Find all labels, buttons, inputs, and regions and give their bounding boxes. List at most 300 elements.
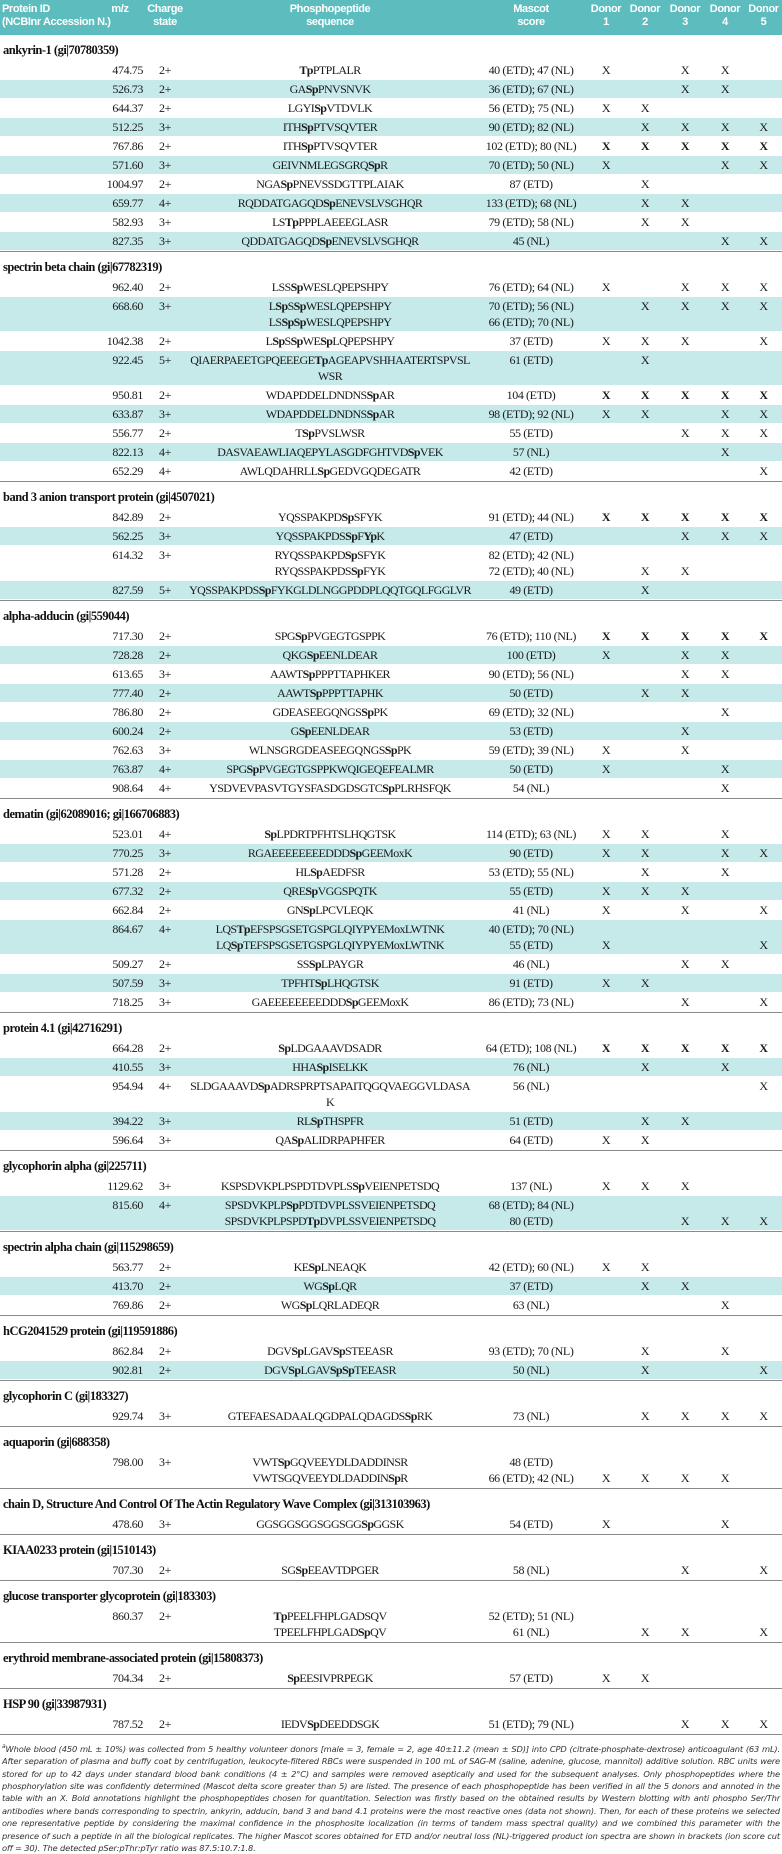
table-row [0, 993, 782, 1012]
mz-value: 526.73 [112, 82, 143, 96]
protein-name: aquaporin (gi|688358) [3, 1435, 110, 1449]
mz-value: 1042.38 [106, 334, 143, 348]
sequence-part: ITH [282, 139, 302, 153]
donor-2-mark: X [640, 101, 650, 115]
donor-2-mark [625, 62, 665, 78]
phospho-site: Sp [294, 629, 308, 643]
donor-2-mark: X [640, 564, 650, 578]
spacer [0, 780, 95, 796]
mz-value: 633.87 [112, 407, 143, 421]
donor-4-mark: X [720, 865, 730, 879]
donor-5-mark [745, 100, 782, 116]
donor-4-mark [705, 937, 745, 953]
peptide-sequence [185, 233, 475, 249]
donor-3-mark: X [680, 1041, 690, 1055]
mz-value: 815.60 [112, 1198, 143, 1212]
table-row [0, 462, 782, 481]
donor-1-mark [587, 1454, 625, 1470]
sequence-part: PNVSNVK [317, 82, 371, 96]
spacer [0, 1059, 95, 1075]
donor-2-mark: X [640, 884, 650, 898]
charge-state: 2+ [159, 388, 171, 402]
sequence-part: GTEFAESADAALQGDPALQDAGDS [227, 1409, 405, 1423]
mascot-score: 69 (ETD); 32 (NL) [488, 705, 574, 719]
donor-1-mark [587, 1278, 625, 1294]
sequence-part: SPG [226, 762, 247, 776]
protein-group [0, 252, 782, 482]
donor-5-mark: X [759, 464, 768, 478]
protein-name: alpha-adducin (gi|559044) [3, 609, 130, 623]
charge-state: 2+ [159, 903, 171, 917]
mz-value: 413.70 [112, 1279, 143, 1293]
mascot-score: 86 (ETD); 73 (NL) [488, 995, 574, 1009]
sequence-part: GGSGGSGGSGGSGG [256, 1517, 362, 1531]
donor-4-mark [705, 685, 745, 701]
phospho-site: Sp [329, 1363, 342, 1377]
mascot-score: 70 (ETD); 50 (NL) [488, 158, 574, 172]
donor-2-mark [625, 1078, 665, 1110]
sequence-part: VEIENPETSDQ [364, 1179, 440, 1193]
mz-value: 1129.62 [107, 1179, 143, 1193]
spacer [0, 1278, 95, 1294]
sequence-part: TEFSPSGSETGSPGLQIYPYEMoxLWTNK [242, 938, 444, 952]
table-row [0, 1561, 782, 1580]
donor-2-mark: X [640, 583, 650, 597]
donor-1-mark: X [601, 1517, 611, 1531]
table-row [0, 779, 782, 798]
phospho-site: Sp [277, 1455, 290, 1469]
charge-state: 2+ [159, 1563, 171, 1577]
donor-5-mark [745, 563, 782, 579]
donor-5-mark [745, 1516, 782, 1532]
peptide-line [0, 333, 782, 349]
donor-3-mark [665, 100, 705, 116]
mascot-score: 73 (NL) [512, 1409, 550, 1423]
charge-state: 2+ [159, 280, 171, 294]
phospho-site: Sp [293, 315, 306, 329]
sequence-part: THSPFR [322, 1114, 364, 1128]
sequence-part: SLDGAAAVD [190, 1079, 258, 1093]
table-row [0, 920, 782, 955]
peptide-line [0, 547, 782, 563]
phospho-site: Sp [280, 177, 293, 191]
charge-state: 2+ [159, 1298, 171, 1312]
sequence-part: WESLQPEPSHPY [305, 299, 392, 313]
peptide-sequence [185, 1408, 475, 1424]
sequence-part: SG [281, 1563, 296, 1577]
donor-4-mark [705, 1278, 745, 1294]
peptide-sequence [185, 509, 475, 525]
donor-2-mark [625, 956, 665, 972]
charge-state: 3+ [159, 158, 171, 172]
sequence-part: QDDATGAGQD [241, 234, 320, 248]
donor-2-mark: X [640, 177, 650, 191]
phospho-site: Yp [363, 529, 377, 543]
donor-5-mark: X [759, 629, 768, 643]
donor-4-mark: X [720, 139, 730, 153]
donor-4-mark: X [720, 407, 730, 421]
donor-5-mark [745, 1454, 782, 1470]
charge-state: 3+ [159, 667, 171, 681]
mascot-score: 40 (ETD); 47 (NL) [488, 63, 574, 77]
phospho-site: Sp [301, 139, 314, 153]
donor-5-mark [745, 1608, 782, 1624]
sequence-part: DEEDDSGK [319, 1717, 380, 1731]
peptide-line [0, 1562, 782, 1578]
mz-value: 763.87 [112, 762, 143, 776]
donor-4-mark: X [720, 1517, 730, 1531]
phospho-site: Sp [288, 1363, 301, 1377]
peptide-line [0, 463, 782, 479]
spacer [0, 444, 95, 460]
charge-state: 4+ [159, 781, 171, 795]
spacer [0, 233, 95, 249]
donor-label: Donor [748, 3, 779, 15]
donor-5-mark: X [759, 529, 768, 543]
spacer [0, 425, 95, 441]
sequence-part: LHQGTSK [327, 976, 379, 990]
donor-2-mark: X [640, 1471, 650, 1485]
peptide-sequence [185, 1040, 475, 1056]
phospho-site: Sp [322, 1279, 335, 1293]
donor-5-mark: X [759, 1625, 768, 1639]
sequence-part: ALIDRPAPHFER [303, 1133, 385, 1147]
donor-3-mark: X [680, 995, 690, 1009]
charge-state: 2+ [159, 1609, 171, 1623]
sequence-part: GAEEEEEEEEDDD [251, 995, 346, 1009]
sequence-part: KSPSDVKPLPSPDTDVPLS [220, 1179, 353, 1193]
peptide-line [0, 1516, 782, 1532]
phospho-site: Sp [352, 1179, 365, 1193]
donor-3-mark: X [680, 957, 690, 971]
spacer [0, 994, 95, 1010]
peptide-sequence [185, 1670, 475, 1686]
peptide-sequence [185, 1113, 475, 1129]
protein-group [0, 1427, 782, 1489]
donor-2-mark: X [640, 629, 650, 643]
donor-4-mark [705, 742, 745, 758]
table-row [0, 156, 782, 175]
donor-1-mark: X [601, 334, 611, 348]
table-row [0, 646, 782, 665]
peptide-sequence [185, 81, 475, 97]
donor-2-mark [625, 902, 665, 918]
table-row [0, 722, 782, 741]
donor-3-mark: X [680, 334, 690, 348]
sequence-part: DGV [264, 1363, 289, 1377]
sequence-part: STEEASR [345, 1344, 393, 1358]
donor-3-mark [665, 582, 705, 598]
spacer [0, 528, 95, 544]
mz-value: 777.40 [112, 686, 143, 700]
mascot-score: 57 (NL) [512, 445, 550, 459]
sequence-part: RK [416, 1409, 433, 1423]
donor-5-mark [745, 647, 782, 663]
table-row [0, 974, 782, 993]
peptide-sequence [185, 1562, 475, 1578]
sequence-part: DGV [267, 1344, 292, 1358]
sequence-part: TEEASR [354, 1363, 396, 1377]
table-row [0, 194, 782, 213]
sequence-part: PLRHSFQK [394, 781, 451, 795]
donor-4-mark: X [720, 510, 730, 524]
donor-3-mark: X [680, 724, 690, 738]
sequence-part: S [284, 334, 291, 348]
sequence-part: GN [286, 903, 304, 917]
sequence-part: YQSSPAKPD [278, 510, 342, 524]
table-row [0, 1112, 782, 1131]
donor-3-mark [665, 704, 705, 720]
mz-value: 614.32 [112, 548, 143, 562]
donor-4-mark [705, 1178, 745, 1194]
spacer [0, 1516, 95, 1532]
donor-3-mark [665, 921, 705, 937]
mz-value [95, 1624, 145, 1640]
table-row [0, 901, 782, 920]
table-row [0, 232, 782, 251]
mascot-score: 52 (ETD); 51 (NL) [488, 1609, 574, 1623]
protein-name: glucose transporter glycoprotein (gi|183303) [3, 1589, 216, 1603]
table-body [0, 35, 782, 1735]
sequence-part: LGAV [303, 1344, 333, 1358]
donor-4-mark: X [720, 63, 730, 77]
donor-number: 5 [760, 16, 767, 28]
donor-1-mark: X [601, 158, 611, 172]
donor-2-mark: X [640, 1114, 650, 1128]
donor-4-mark: X [720, 957, 730, 971]
donor-5-mark: X [759, 1717, 768, 1731]
donor-2-mark [625, 937, 665, 953]
charge-state: 3+ [159, 1133, 171, 1147]
spacer [0, 742, 95, 758]
mascot-score: 54 (NL) [512, 781, 550, 795]
donor-3-mark [665, 547, 705, 563]
donor-3-mark: X [680, 648, 690, 662]
mz-value [95, 314, 145, 330]
spacer [0, 937, 95, 953]
charge-state: 3+ [159, 1060, 171, 1074]
donor-3-mark [665, 1059, 705, 1075]
donor-label: Donor [669, 3, 701, 15]
sequence-part: L [268, 299, 276, 313]
donor-label: Donor [709, 3, 741, 15]
mascot-score: 93 (ETD); 70 (NL) [488, 1344, 574, 1358]
spacer [0, 1562, 95, 1578]
peptide-sequence [185, 780, 475, 796]
donor-5-mark [745, 826, 782, 842]
donor-4-mark [705, 1454, 745, 1470]
sequence-part: LQPEPSHPY [332, 334, 395, 348]
protein-group [0, 1151, 782, 1232]
donor-5-mark: X [759, 938, 768, 952]
donor-2-mark: X [640, 353, 650, 367]
peptide-line [0, 1059, 782, 1075]
peptide-sequence [185, 1516, 475, 1532]
peptide-sequence [185, 62, 475, 78]
donor-3-mark [665, 864, 705, 880]
charge-state: 2+ [159, 1363, 171, 1377]
spacer [0, 138, 95, 154]
charge-state: 2+ [159, 648, 171, 662]
donor-4-mark: X [720, 1214, 730, 1228]
donor-4-mark: X [720, 648, 730, 662]
protein-name: erythroid membrane-associated protein (gi|15808373) [3, 1651, 263, 1665]
sequence-part: R [380, 158, 388, 172]
protein-name: chain D, Structure And Control Of The Actin Regulatory Wave Complex (gi|313103963) [3, 1497, 430, 1511]
phospho-site: Sp [310, 865, 323, 879]
donor-4-mark [705, 1670, 745, 1686]
donor-5-mark: X [759, 1041, 768, 1055]
phospho-site: Tp [299, 63, 313, 77]
table-row [0, 1515, 782, 1534]
peptide-sequence [185, 921, 475, 937]
spacer [0, 100, 95, 116]
donor-3-mark [665, 1454, 705, 1470]
table-row [0, 1361, 782, 1380]
donor-3-mark: X [680, 743, 690, 757]
table-row [0, 627, 782, 646]
donor-2-mark: X [640, 1625, 650, 1639]
peptide-line [0, 1197, 782, 1213]
table-row [0, 1277, 782, 1296]
sequence-part: GQVEEYDLDADDINSR [289, 1455, 408, 1469]
charge-state: 2+ [159, 1717, 171, 1731]
donor-5-mark [745, 62, 782, 78]
table-row [0, 99, 782, 118]
donor-3-mark [665, 1343, 705, 1359]
mz-value: 1004.97 [106, 177, 143, 191]
phospho-site: Sp [357, 1625, 371, 1639]
donor-4-mark [705, 547, 745, 563]
peptide-line [0, 1716, 782, 1732]
donor-1-mark: X [601, 1671, 611, 1685]
phospho-site: Sp [257, 1079, 270, 1093]
donor-3-mark [665, 233, 705, 249]
donor-2-mark: X [640, 686, 650, 700]
donor-1-mark [587, 1213, 625, 1229]
spacer [0, 1259, 95, 1275]
donor-1-mark [587, 994, 625, 1010]
protein-group [0, 1013, 782, 1151]
sequence-part: LQRLADEQR [311, 1298, 380, 1312]
peptide-line [0, 1454, 782, 1470]
peptide-line [0, 138, 782, 154]
donor-4-mark [705, 1624, 745, 1640]
mz-value [95, 563, 145, 579]
donor-3-mark: X [680, 1214, 690, 1228]
donor-1-mark [587, 214, 625, 230]
sequence-part: TPFHT [281, 976, 315, 990]
phospho-site: Sp [317, 464, 330, 478]
table-row [0, 405, 782, 424]
mascot-score: 76 (ETD); 110 (NL) [486, 629, 576, 643]
mascot-score: 47 (ETD) [509, 529, 553, 543]
donor-1-mark: X [601, 1471, 611, 1485]
donor-3-mark [665, 1259, 705, 1275]
donor-4-mark [705, 1608, 745, 1624]
donor-1-mark: X [601, 827, 611, 841]
protein-group [0, 1381, 782, 1427]
spacer [0, 62, 95, 78]
table-row [0, 825, 782, 844]
peptide-sequence [185, 1178, 475, 1194]
donor-1-mark: X [601, 1260, 611, 1274]
donor-2-mark: X [640, 139, 650, 153]
sequence-part: ISELKK [328, 1060, 368, 1074]
donor-4-mark: X [720, 827, 730, 841]
phospho-site: Sp [301, 120, 314, 134]
mz-value: 769.86 [112, 1298, 143, 1312]
mascot-score: 137 (NL) [510, 1179, 552, 1193]
protein-group [0, 1643, 782, 1689]
mascot-score: 42 (ETD) [509, 464, 553, 478]
donor-1-mark: X [601, 139, 611, 153]
donor-5-mark [745, 921, 782, 937]
peptide-sequence [185, 582, 475, 598]
protein-name: hCG2041529 protein (gi|119591886) [3, 1324, 178, 1338]
donor-4-mark [705, 975, 745, 991]
peptide-sequence [185, 1716, 475, 1732]
donor-4-mark [705, 883, 745, 899]
phospho-site: Sp [230, 938, 243, 952]
mascot-score: 61 (NL) [512, 1625, 550, 1639]
peptide-sequence [185, 864, 475, 880]
sequence-part: DVPLSSVEIENPETSDQ [319, 1214, 436, 1228]
header-charge-label: Charge [147, 3, 183, 15]
sequence-part: ADRSPRPTSAPAITQGQVAEGGVLDASAK [269, 1079, 470, 1109]
sequence-part: AEDFSR [322, 865, 365, 879]
sequence-part: PVGEGTGSPPK [307, 629, 386, 643]
header-donor-2 [625, 0, 665, 35]
donor-5-mark [745, 780, 782, 796]
peptide-sequence [185, 425, 475, 441]
mascot-score: 80 (ETD) [509, 1214, 553, 1228]
sequence-part: LGAV [300, 1363, 330, 1377]
peptide-line [0, 761, 782, 777]
mz-value: 582.93 [112, 215, 143, 229]
mz-value: 644.37 [112, 101, 143, 115]
table-row [0, 80, 782, 99]
donor-2-mark: X [640, 407, 650, 421]
donor-2-mark: X [640, 1260, 650, 1274]
donor-2-mark: X [640, 120, 650, 134]
spacer [0, 176, 95, 192]
mascot-score: 61 (ETD) [509, 353, 553, 367]
mz-value: 512.25 [112, 120, 143, 134]
phospho-site: Sp [316, 1060, 329, 1074]
spacer [0, 1297, 95, 1313]
mz-value: 596.64 [112, 1133, 143, 1147]
mz-value: 613.65 [112, 667, 143, 681]
peptide-sequence [185, 547, 475, 563]
donor-2-mark [625, 279, 665, 295]
donor-1-mark [587, 956, 625, 972]
protein-group [0, 482, 782, 601]
charge-state: 4+ [159, 1198, 171, 1212]
donor-4-mark: X [720, 1298, 730, 1312]
mascot-score: 50 (ETD) [509, 686, 553, 700]
sequence-part: AAWT [270, 667, 303, 681]
mascot-score: 82 (ETD); 42 (NL) [488, 548, 574, 562]
donor-4-mark: X [720, 705, 730, 719]
protein-name: band 3 anion transport protein (gi|4507021) [3, 490, 215, 504]
table-row [0, 1196, 782, 1231]
sequence-part: PPPTTAPHK [321, 686, 383, 700]
donor-4-mark: X [720, 158, 730, 172]
mz-value: 950.81 [112, 388, 143, 402]
sequence-part: AWLQDAHRLL [239, 464, 318, 478]
donor-4-mark: X [720, 280, 730, 294]
